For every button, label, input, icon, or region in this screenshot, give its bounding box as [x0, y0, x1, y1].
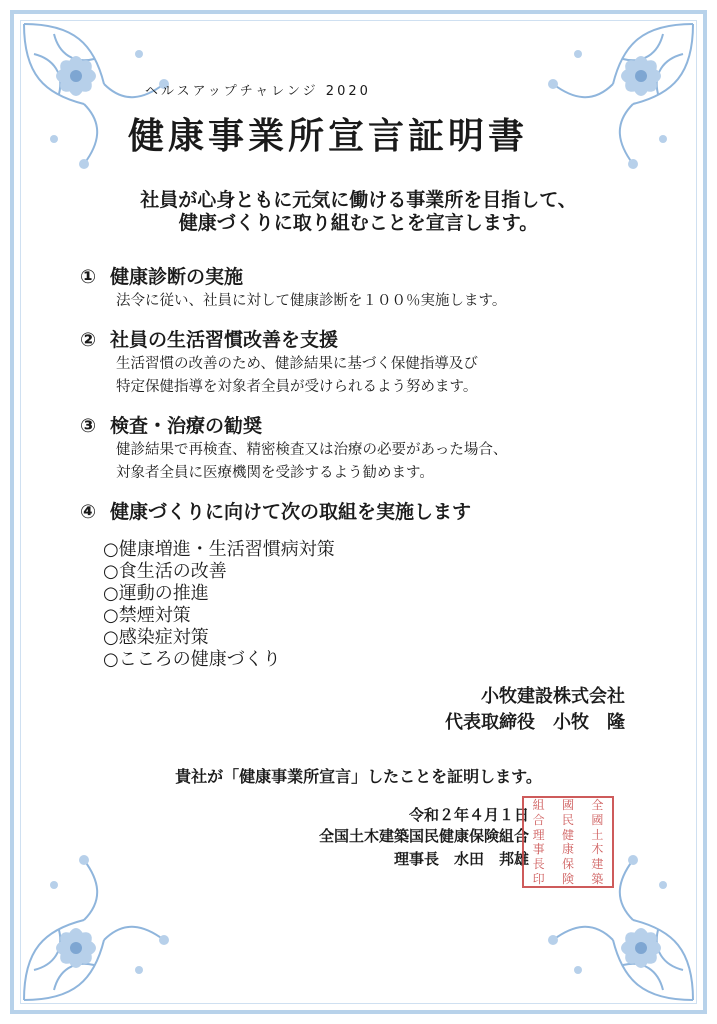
seal-glyph: 國	[591, 812, 604, 827]
seal-glyph: 全	[591, 798, 604, 813]
subtitle: ヘルスアップチャレンジ 2020	[145, 84, 371, 99]
seal-glyph: 合	[532, 812, 545, 827]
initiative-item: ○感染症対策	[103, 627, 209, 648]
corner-ornament-bottom-left	[14, 810, 214, 1010]
seal-glyph: 険	[561, 871, 574, 886]
item-2-line-1: 生活習慣の改善のため、健診結果に基づく保健指導及び	[116, 356, 478, 372]
item-2-title: 社員の生活習慣改善を支援	[110, 329, 339, 351]
initiative-item: ○こころの健康づくり	[103, 649, 281, 670]
seal-glyph: 事	[532, 842, 545, 857]
seal-glyph: 保	[561, 856, 574, 871]
seal-glyph: 建	[591, 856, 604, 871]
item-1-heading	[80, 262, 243, 289]
intro-line-2: 健康づくりに取り組むことを宣言します。	[178, 212, 539, 234]
certifying-organization: 全国土木建築国民健康保険組合	[318, 827, 529, 845]
item-1-title: 健康診断の実施	[110, 266, 244, 288]
item-1-line-1: 法令に従い、社員に対して健康診断を１００％実施します。	[116, 293, 507, 309]
organization-chair: 理事長 水田 邦雄	[393, 850, 529, 868]
item-3-number: ③	[80, 415, 97, 437]
item-3-line-2: 対象者全員に医療機関を受診するよう勧めます。	[116, 465, 434, 481]
initiative-item: ○食生活の改善	[103, 561, 227, 582]
seal-glyph: 印	[532, 871, 545, 886]
seal-glyph: 民	[561, 812, 574, 827]
item-3-title: 検査・治療の勧奨	[110, 415, 263, 437]
seal-glyph: 土	[591, 827, 604, 842]
seal-glyph: 康	[561, 842, 574, 857]
initiative-item: ○健康増進・生活習慣病対策	[103, 539, 335, 560]
item-2-number: ②	[80, 329, 97, 351]
declarer-representative: 代表取締役 小牧 隆	[445, 712, 625, 733]
seal-glyph: 木	[591, 842, 604, 857]
document-title: 健康事業所宣言証明書	[128, 115, 529, 157]
initiative-item: ○運動の推進	[103, 583, 209, 604]
seal-glyph: 組	[532, 798, 545, 813]
item-4-heading	[80, 497, 471, 524]
declarer-company: 小牧建設株式会社	[481, 686, 625, 707]
intro-line-1: 社員が心身ともに元気に働ける事業所を目指して、	[140, 189, 577, 211]
official-seal	[522, 796, 614, 888]
initiative-item: ○禁煙対策	[103, 605, 191, 626]
corner-ornament-top-right	[503, 14, 703, 214]
seal-glyph: 國	[561, 798, 574, 813]
seal-glyph: 健	[561, 827, 574, 842]
item-4-title: 健康づくりに向けて次の取組を実施します	[110, 501, 472, 523]
item-2-heading	[80, 325, 338, 352]
item-3-line-1: 健診結果で再検査、精密検査又は治療の必要があった場合、	[116, 442, 508, 458]
item-2-line-2: 特定保健指導を対象者全員が受けられるよう努めます。	[116, 379, 478, 395]
certification-date: 令和２年４月１日	[408, 806, 529, 824]
seal-glyph: 築	[591, 871, 604, 886]
item-3-heading	[80, 411, 262, 438]
seal-glyph: 長	[532, 856, 545, 871]
certification-statement: 貴社が「健康事業所宣言」したことを証明します。	[175, 767, 542, 786]
item-4-number: ④	[80, 501, 97, 523]
item-1-number: ①	[80, 266, 97, 288]
seal-glyph: 理	[532, 827, 545, 842]
